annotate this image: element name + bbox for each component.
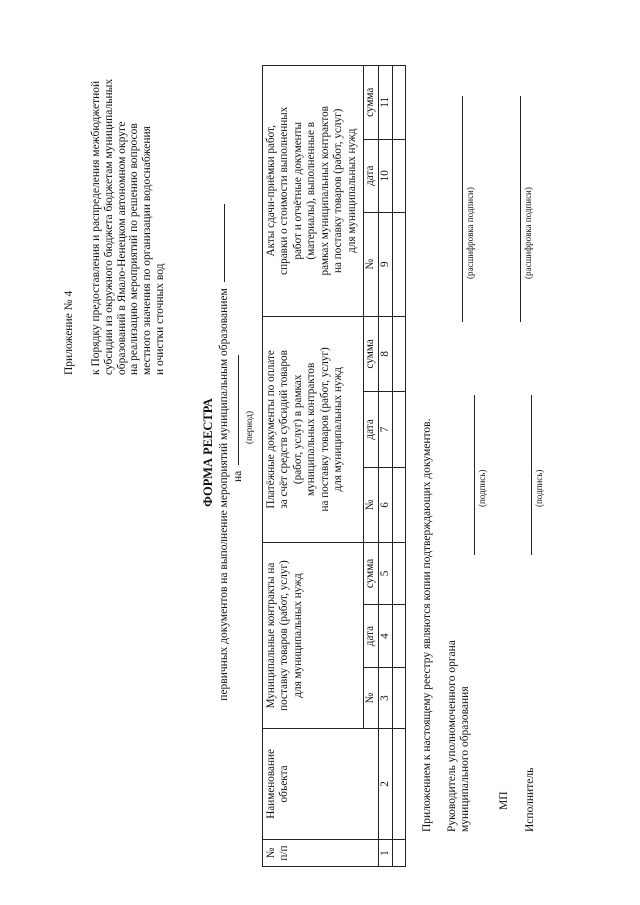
head-signature-line xyxy=(474,395,475,555)
header-contracts: Муниципальные контракты на поставку товаров (работ, услуг) для муниципальных нужд xyxy=(263,543,364,729)
table-cell xyxy=(393,316,406,392)
subheader-number: № xyxy=(364,467,379,543)
table-cell xyxy=(393,668,406,728)
subheader-number: № xyxy=(364,668,379,728)
table-cell xyxy=(393,66,406,140)
annex-line: и очистки сточных вод xyxy=(153,263,166,375)
subheader-date: дата xyxy=(364,392,379,468)
entity-blank-line xyxy=(224,204,225,282)
head-signature-block xyxy=(446,640,472,832)
annex-line: на реализацию мероприятий по решению вопросов xyxy=(128,123,141,375)
column-number: 2 xyxy=(379,728,393,839)
annex-line: образований в Ямало-Ненецком автономном округе xyxy=(115,121,128,375)
table-cell xyxy=(393,840,406,867)
attachment-note: Приложением к настоящему реестру являются копии подтверждающих документов. xyxy=(421,418,433,832)
transcript-caption: (расшифровка подписи) xyxy=(523,187,533,279)
column-number: 8 xyxy=(379,316,393,392)
header-number: № п/п xyxy=(263,840,379,867)
table-cell xyxy=(393,604,406,668)
column-number-row xyxy=(379,66,393,867)
table-cell xyxy=(393,543,406,605)
head-transcript-line xyxy=(462,96,463,322)
column-number: 10 xyxy=(379,139,393,212)
subheader-date: дата xyxy=(364,604,379,668)
annex-line: местного значения по организации водоснабжения xyxy=(141,126,154,375)
column-number: 3 xyxy=(379,668,393,728)
signature-caption: (подпись) xyxy=(477,469,487,507)
subheader-sum: сумма xyxy=(364,543,379,605)
stamp-placeholder: МП xyxy=(498,791,510,810)
column-number: 7 xyxy=(379,392,393,468)
header-payment-docs: Платёжные документы по оплате за счёт средств субсидий товаров (работ, услуг) в рамках муниципальных контрактов на поставку товаров (работ, услуг) для муниципальных нужд xyxy=(263,316,364,543)
period-blank-line xyxy=(238,355,239,465)
period-na-label: на xyxy=(232,470,244,482)
subheader-sum: сумма xyxy=(364,66,379,140)
column-number: 6 xyxy=(379,467,393,543)
column-number: 5 xyxy=(379,543,393,605)
form-title: ФОРМА РЕЕСТРА xyxy=(201,398,215,507)
annex-title: Приложение № 4 xyxy=(63,290,75,375)
period-caption: (период) xyxy=(244,411,254,444)
column-number: 4 xyxy=(379,604,393,668)
annex-basis xyxy=(90,79,167,375)
table-cell xyxy=(393,139,406,212)
subheader-sum: сумма xyxy=(364,316,379,392)
table-cell xyxy=(393,467,406,543)
form-subtitle-text: первичных документов на выполнение мероприятий муниципальным образованием xyxy=(218,288,230,701)
registry-table xyxy=(262,65,406,867)
transcript-caption: (расшифровка подписи) xyxy=(465,187,475,279)
column-number: 11 xyxy=(379,66,393,140)
head-title-line: Руководитель уполномоченного органа xyxy=(446,640,458,832)
executor-signature-line xyxy=(531,395,532,555)
subheader-number: № xyxy=(364,212,379,316)
period-line xyxy=(231,355,254,482)
annex-line: субсидии из окружного бюджета бюджетам муниципальных xyxy=(102,78,115,375)
head-title-line: муниципального образования xyxy=(459,686,471,832)
table-cell xyxy=(393,392,406,468)
header-object-name: Наименование объекта xyxy=(263,728,379,839)
executor-label: Исполнитель xyxy=(524,767,536,832)
signature-caption: (подпись) xyxy=(534,469,544,507)
column-number: 9 xyxy=(379,212,393,316)
subheader-date: дата xyxy=(364,139,379,212)
form-subtitle xyxy=(217,0,231,905)
header-acceptance-acts: Акты сдачи-приёмки работ, справки о стоимости выполненных работ и отчётные документы (материалы), выполненные в рамках муниципальных контрактов на поставку товаров (работ, услуг) для муниципальных нужд xyxy=(263,66,364,317)
executor-transcript-line xyxy=(520,96,521,322)
table-cell xyxy=(393,212,406,316)
table-row-empty xyxy=(393,66,406,867)
annex-line: к Порядку предоставления и распределения межбюджетной xyxy=(90,80,102,375)
column-number: 1 xyxy=(379,840,393,867)
table-cell xyxy=(393,728,406,839)
